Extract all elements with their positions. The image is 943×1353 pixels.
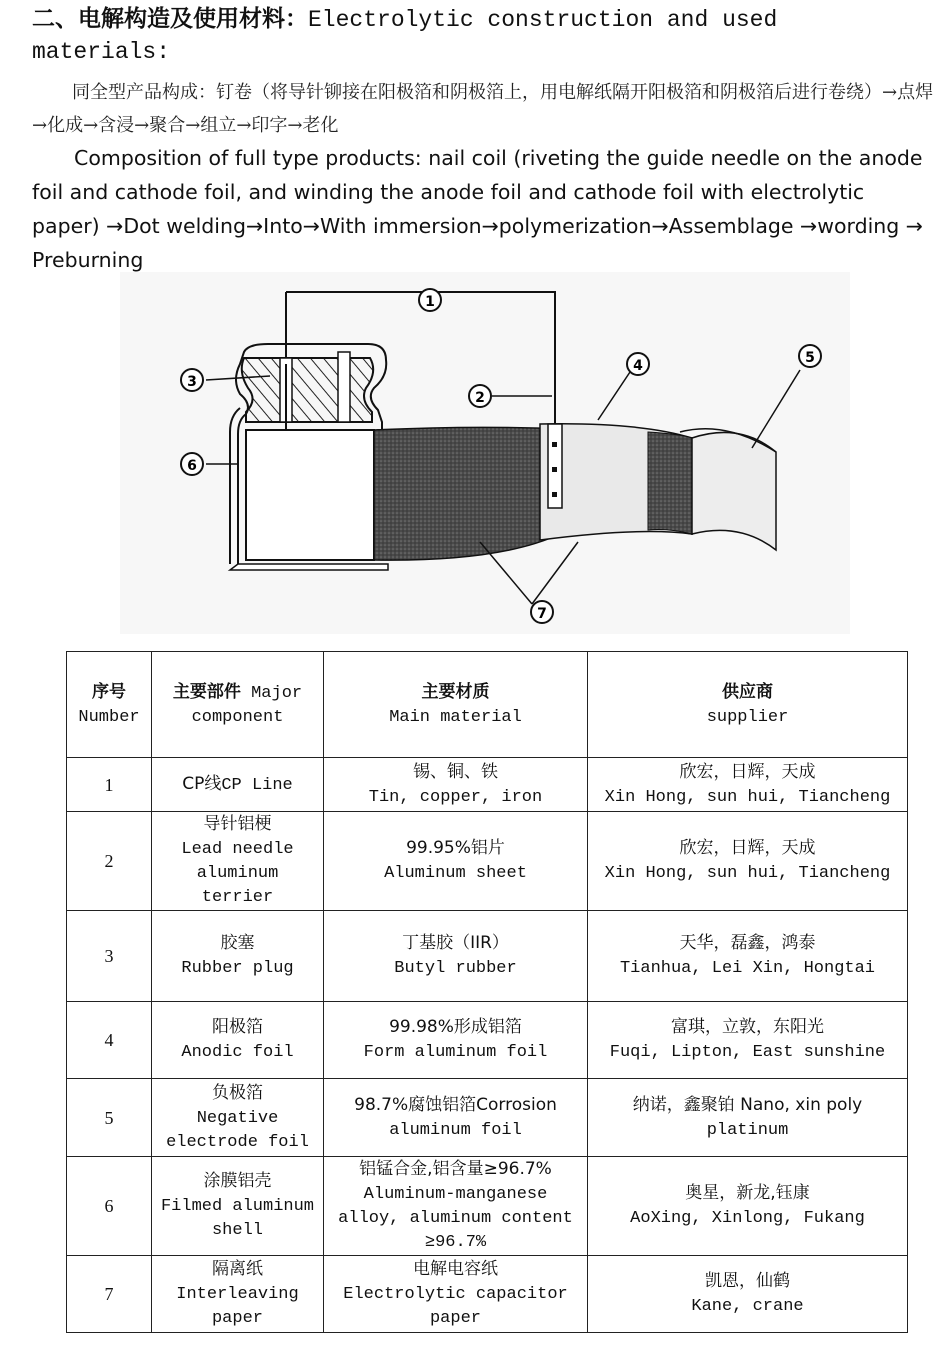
row-component: 导针铝梗 Lead needle aluminum terrier [152, 812, 324, 911]
composition-en-paragraph: Composition of full type products: nail coil (riveting the guide needle on the anode foil and cathode foil, and winding the anode foil and cathode foil with electrolytic paper) →Dot welding→Into→With immersion→polymerization→Assemblage →wording → Preburning [32, 146, 923, 272]
row-number: 4 [67, 1002, 152, 1079]
materials-table [66, 651, 908, 1333]
row-number: 6 [67, 1157, 152, 1256]
materials-table-container [66, 651, 908, 1333]
header-material: 主要材质 Main material [324, 652, 588, 758]
row-material: 锡、铜、铁 Tin, copper, iron [324, 758, 588, 812]
table-row [67, 1157, 908, 1256]
row-supplier: 天华，磊鑫，鸿泰 Tianhua, Lei Xin, Hongtai [588, 911, 908, 1002]
row-component: 胶塞 Rubber plug [152, 911, 324, 1002]
row-number: 2 [67, 812, 152, 911]
svg-text:3: 3 [187, 374, 197, 390]
row-supplier: 富琪，立敦，东阳光 Fuqi, Lipton, East sunshine [588, 1002, 908, 1079]
row-number: 7 [67, 1256, 152, 1333]
row-number: 1 [67, 758, 152, 812]
heading-en: Electrolytic construction and used materials: [32, 7, 778, 65]
svg-text:2: 2 [475, 390, 485, 406]
table-row [67, 1002, 908, 1079]
row-number: 5 [67, 1079, 152, 1157]
row-component: 负极箔 Negative electrode foil [152, 1079, 324, 1157]
row-material: 99.98%形成铝箔 Form aluminum foil [324, 1002, 588, 1079]
header-number: 序号 Number [67, 652, 152, 758]
callout-6 [181, 453, 203, 475]
table-row [67, 758, 908, 812]
row-supplier: 凯恩，仙鹤 Kane, crane [588, 1256, 908, 1333]
table-header-row [67, 652, 908, 758]
row-material: 电解电容纸 Electrolytic capacitor paper [324, 1256, 588, 1333]
row-supplier: 纳诺，鑫聚铂 Nano, xin poly platinum [588, 1079, 908, 1157]
row-supplier: 奥星，新龙,钰康 AoXing, Xinlong, Fukang [588, 1157, 908, 1256]
row-component: CP线CP Line [152, 758, 324, 812]
table-row [67, 812, 908, 911]
callout-1 [419, 289, 441, 311]
heading-cn: 二、电解构造及使用材料： [32, 6, 308, 32]
svg-text:6: 6 [187, 458, 197, 474]
row-supplier: 欣宏，日辉，天成 Xin Hong, sun hui, Tiancheng [588, 812, 908, 911]
row-component: 隔离纸 Interleaving paper [152, 1256, 324, 1333]
row-material: 铝锰合金,铝含量≥96.7% Aluminum-manganese alloy, aluminum content ≥96.7% [324, 1157, 588, 1256]
row-number: 3 [67, 911, 152, 1002]
row-component: 涂膜铝壳 Filmed aluminum shell [152, 1157, 324, 1256]
header-supplier: 供应商 supplier [588, 652, 908, 758]
svg-text:7: 7 [537, 606, 547, 622]
svg-text:5: 5 [805, 350, 815, 366]
composition-cn-paragraph: 同全型产品构成：钉卷（将导针铆接在阳极箔和阴极箔上，用电解纸隔开阳极箔和阴极箔后进行卷绕）→点焊→化成→含浸→聚合→组立→印字→老化 [32, 82, 934, 136]
row-material: 99.95%铝片 Aluminum sheet [324, 812, 588, 911]
row-material: 98.7%腐蚀铝箔Corrosion aluminum foil [324, 1079, 588, 1157]
callout-4 [627, 353, 649, 375]
table-row [67, 1256, 908, 1333]
callout-3 [181, 369, 203, 391]
callout-2 [469, 385, 491, 407]
header-component: 主要部件 Major component [152, 652, 324, 758]
table-row [67, 1079, 908, 1157]
row-component: 阳极箔 Anodic foil [152, 1002, 324, 1079]
row-material: 丁基胶（IIR） Butyl rubber [324, 911, 588, 1002]
row-supplier: 欣宏，日辉，天成 Xin Hong, sun hui, Tiancheng [588, 758, 908, 812]
capacitor-construction-diagram [120, 272, 850, 634]
section-heading [32, 4, 912, 68]
callout-7 [531, 601, 553, 623]
element-body [246, 430, 374, 560]
svg-text:1: 1 [425, 294, 435, 310]
table-row [67, 911, 908, 1002]
svg-text:4: 4 [633, 358, 643, 374]
callout-5 [799, 345, 821, 367]
rubber-plug [242, 358, 373, 422]
